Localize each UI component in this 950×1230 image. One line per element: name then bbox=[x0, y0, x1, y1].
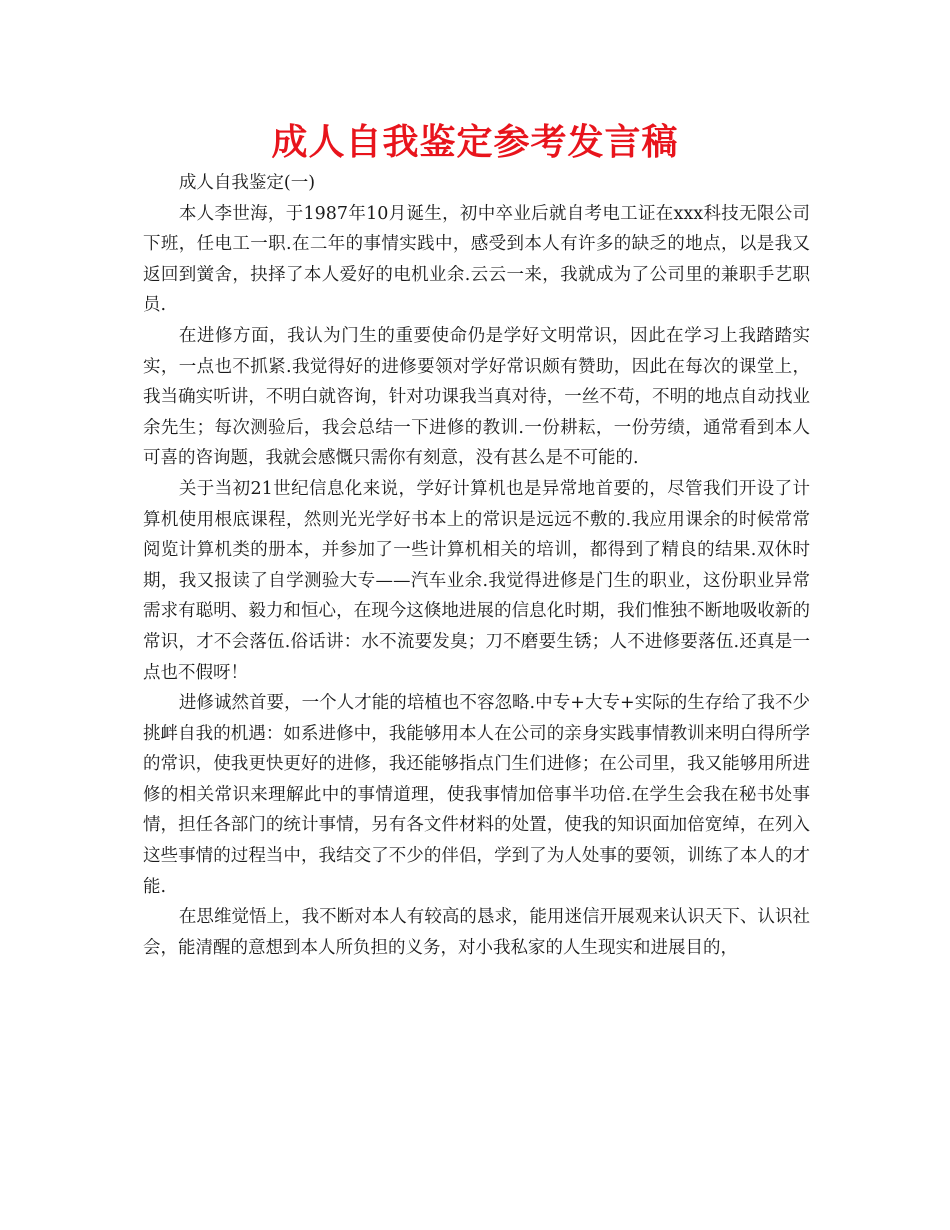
paragraph-1: 本人李世海，于1987年10月诞生，初中卒业后就自考电工证在xxx科技无限公司下班，任电工一职.在二年的事情实践中，感受到本人有许多的缺乏的地点，以是我又返回到黉舍，抉择了本人爱好的电机业余.云云一来，我就成为了公司里的兼职手艺职员. bbox=[143, 203, 810, 316]
paragraph-4: 进修诚然首要，一个人才能的培植也不容忽略.中专+大专+实际的生存给了我不少挑衅自我的机遇：如系进修中，我能够用本人在公司的亲身实践事情教训来明白得所学的常识，使我更快更好的进修，我还能够指点门生们进修；在公司里，我又能够用所进修的相关常识来理解此中的事情道理，使我事情加倍事半功倍.在学生会我在秘书处事情，担任各部门的统计事情，另有各文件材料的处置，使我的知识面加倍宽绰，在列入这些事情的过程当中，我结交了不少的伴侣，学到了为人处事的要领，训练了本人的才能. bbox=[143, 693, 810, 897]
document-title: 成人自我鉴定参考发言稿 bbox=[271, 122, 679, 163]
section-heading: 成人自我鉴定(一) bbox=[178, 173, 316, 193]
paragraph-3: 关于当初21世纪信息化来说，学好计算机也是异常地首要的，尽管我们开设了计算机使用根底课程，然则光光学好书本上的常识是远远不敷的.我应用课余的时候常常阅览计算机类的册本，并参加了一些计算机相关的培训，都得到了精良的结果.双休时期，我又报读了自学测验大专——汽车业余.我觉得进修是门生的职业，这份职业异常需求有聪明、毅力和恒心，在现今这倏地进展的信息化时期，我们惟独不断地吸收新的常识，才不会落伍.俗话讲：水不流要发臭；刀不磨要生锈；人不进修要落伍.还真是一点也不假呀！ bbox=[143, 478, 810, 683]
paragraph-2: 在进修方面，我认为门生的重要使命仍是学好文明常识，因此在学习上我踏踏实实，一点也不抓紧.我觉得好的进修要领对学好常识颇有赞助，因此在每次的课堂上，我当确实听讲，不明白就咨询，针对功课我当真对待，一丝不苟，不明的地点自动找业余先生；每次测验后，我会总结一下进修的教训.一份耕耘，一份劳绩，通常看到本人可喜的咨询题，我就会感慨只需你有刻意，没有甚么是不可能的. bbox=[143, 325, 810, 469]
document-body bbox=[143, 168, 810, 963]
paragraph-5: 在思维觉悟上，我不断对本人有较高的恳求，能用迷信开展观来认识天下、认识社会，能清醒的意想到本人所负担的义务，对小我私家的人生现实和进展目的， bbox=[143, 907, 810, 958]
